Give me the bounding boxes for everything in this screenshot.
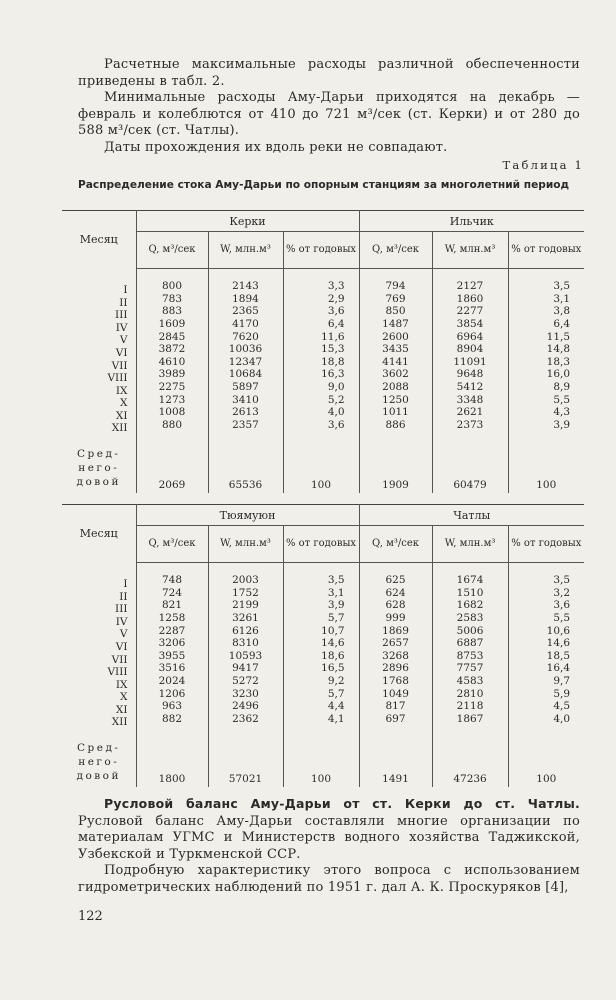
chatly-avg-w: 47236 xyxy=(432,737,508,787)
intro-paragraph-1: Расчетные максимальные расходы различной обеспеченности приведены в табл. 2. xyxy=(78,57,580,89)
month-list: I II III IV V VI VII VIII IX X XI XII xyxy=(107,577,128,729)
station-header-ilchik: Ильчик xyxy=(359,211,584,232)
station-table-b xyxy=(62,504,584,787)
intro-paragraph-2: Минимальные расходы Аму-Дарьи приходятся на декабрь — февраль и колеблются от 410 до 721 м³/сек (ст. Керки) и от 280 до 588 м³/сек (ст. Чатлы). xyxy=(78,90,580,138)
w-header: W, млн.м³ xyxy=(432,526,508,563)
station-table-a xyxy=(62,210,584,493)
w-header: W, млн.м³ xyxy=(208,526,283,563)
avg-row-label: Сред- него- довой xyxy=(76,741,122,782)
pct-header: % от годовых xyxy=(283,526,359,563)
chatly-q-column: 625 624 628 999 1869 2657 3268 2896 1768 1049 817 697 xyxy=(382,574,409,725)
ilchik-avg-q: 1909 xyxy=(359,443,432,493)
section-heading: Русловой баланс Аму-Дарьи от ст. Керки до ст. Чатлы. xyxy=(104,796,580,811)
month-list: I II III IV V VI VII VIII IX X XI XII xyxy=(107,283,128,435)
chatly-avg-q: 1491 xyxy=(359,737,432,787)
q-header: Q, м³/сек xyxy=(136,232,208,269)
chatly-pct-column: 3,5 3,2 3,6 5,5 10,6 14,6 18,5 16,4 9,7 5,9 4,5 4,0 xyxy=(546,574,571,725)
ilchik-q-column: 794 769 850 1487 2600 3435 4141 3602 2088 1250 1011 886 xyxy=(382,280,409,431)
pct-header: % от годовых xyxy=(508,526,584,563)
ilchik-pct-column: 3,5 3,1 3,8 6,4 11,5 14,8 18,3 16,0 8,9 5,5 4,3 3,9 xyxy=(546,280,571,431)
station-header-tyuyamuyun: Тюямуюн xyxy=(136,505,359,526)
avg-row-label: Сред- него- довой xyxy=(76,447,122,488)
kerki-pct-column: 3,3 2,9 3,6 6,4 11,6 15,3 18,8 16,3 9,0 5,2 4,0 3,6 xyxy=(321,280,345,431)
q-header: Q, м³/сек xyxy=(359,232,432,269)
ilchik-w-column: 2127 1860 2277 3854 6964 8904 11091 9648 5412 3348 2621 2373 xyxy=(453,280,487,431)
q-header: Q, м³/сек xyxy=(136,526,208,563)
tyuyamuyun-q-column: 748 724 821 1258 2287 3206 3955 3516 2024 1206 963 882 xyxy=(158,574,186,725)
ilchik-avg-w: 60479 xyxy=(432,443,508,493)
chatly-avg-pct: 100 xyxy=(536,772,557,785)
kerki-avg-q: 2069 xyxy=(136,443,208,493)
kerki-avg-w: 65536 xyxy=(208,443,283,493)
kerki-w-column: 2143 1894 2365 4170 7620 10036 12347 10684 5897 3410 2613 2357 xyxy=(228,280,263,431)
kerki-avg-pct: 100 xyxy=(283,443,359,493)
chatly-w-column: 1674 1510 1682 2583 5006 6887 8753 7757 4583 2810 2118 1867 xyxy=(456,574,484,725)
channel-balance-text: Русловой баланс Аму-Дарьи составляли многие организации по материалам УГМС и Министерств водного хозяйства Таджикской, Узбекской и Туркменской ССР. xyxy=(78,813,580,862)
proskuryakov-paragraph: Подробную характеристику этого вопроса с использованием гидрометрических наблюдений по 1951 г. дал А. К. Проскуряков [4], xyxy=(78,863,580,895)
channel-balance-paragraph xyxy=(78,796,580,863)
table-title: Распределение стока Аму-Дарьи по опорным станциям за многолетний период xyxy=(78,179,570,191)
w-header: W, млн.м³ xyxy=(432,232,508,269)
pct-header: % от годовых xyxy=(283,232,359,269)
kerki-q-column: 800 783 883 1609 2845 3872 4610 3989 2275 1273 1008 880 xyxy=(158,280,186,431)
month-header: Месяц xyxy=(62,211,136,269)
w-header: W, млн.м³ xyxy=(208,232,283,269)
table-label: Таблица 1 xyxy=(502,158,584,172)
page-number: 122 xyxy=(78,909,103,924)
intro-paragraph-3: Даты прохождения их вдоль реки не совпадают. xyxy=(104,140,448,155)
tyuyamuyun-w-column: 2003 1752 2199 3261 6126 8310 10593 9417 5272 3230 2496 2362 xyxy=(228,574,263,725)
tyuyamuyun-avg-q: 1800 xyxy=(136,737,208,787)
station-header-chatly: Чатлы xyxy=(359,505,584,526)
pct-header: % от годовых xyxy=(508,232,584,269)
q-header: Q, м³/сек xyxy=(359,526,432,563)
ilchik-avg-pct: 100 xyxy=(536,478,557,491)
tyuyamuyun-avg-w: 57021 xyxy=(208,737,283,787)
tyuyamuyun-avg-pct: 100 xyxy=(283,737,359,787)
tyuyamuyun-pct-column: 3,5 3,1 3,9 5,7 10,7 14,6 18,6 16,5 9,2 5,7 4,4 4,1 xyxy=(321,574,345,725)
month-header: Месяц xyxy=(62,505,136,563)
station-header-kerki: Керки xyxy=(136,211,359,232)
